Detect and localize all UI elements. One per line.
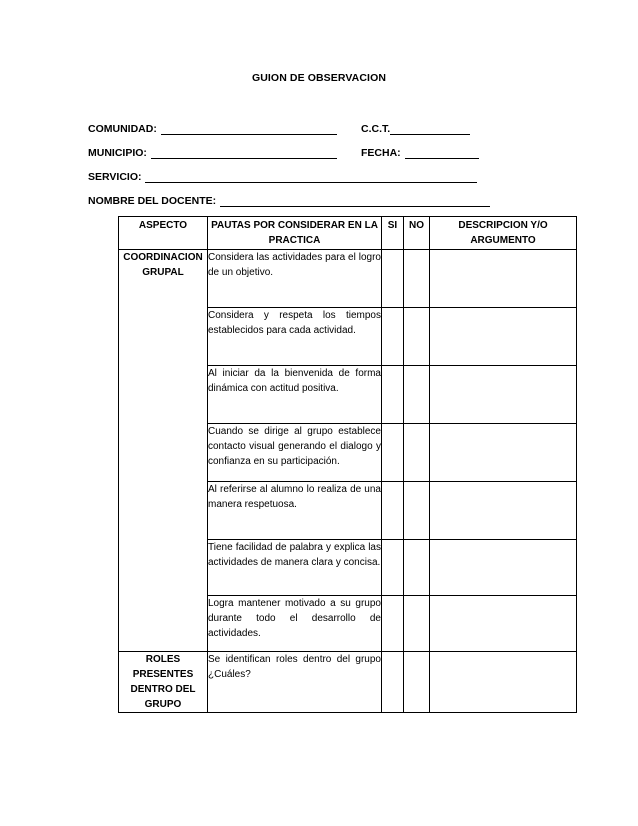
page-title: GUION DE OBSERVACION xyxy=(251,72,387,84)
cct-field xyxy=(361,122,470,135)
si-cell[interactable] xyxy=(382,424,404,482)
pauta-cell: Tiene facilidad de palabra y explica las actividades de manera clara y concisa. xyxy=(208,540,382,596)
municipio-field xyxy=(88,146,337,159)
no-cell[interactable] xyxy=(404,540,430,596)
pauta-cell: Logra mantener motivado a su grupo durante todo el desarrollo de actividades. xyxy=(208,596,382,652)
si-cell[interactable] xyxy=(382,652,404,713)
pauta-cell: Cuando se dirige al grupo establece contacto visual generando el dialogo y confianza en su participación. xyxy=(208,424,382,482)
header-pautas: PAUTAS POR CONSIDERAR EN LA PRACTICA xyxy=(208,217,382,250)
header-descripcion: DESCRIPCION Y/O ARGUMENTO xyxy=(430,217,577,250)
municipio-label: MUNICIPIO: xyxy=(88,147,147,159)
si-cell[interactable] xyxy=(382,540,404,596)
servicio-field xyxy=(88,170,477,183)
servicio-input-line[interactable] xyxy=(145,170,477,183)
si-cell[interactable] xyxy=(382,482,404,540)
docente-input-line[interactable] xyxy=(220,194,490,207)
no-cell[interactable] xyxy=(404,308,430,366)
fecha-field xyxy=(361,146,479,159)
table-row xyxy=(119,250,577,308)
cct-label: C.C.T. xyxy=(361,123,391,135)
no-cell[interactable] xyxy=(404,366,430,424)
municipio-input-line[interactable] xyxy=(151,146,337,159)
header-no: NO xyxy=(404,217,430,250)
no-cell[interactable] xyxy=(404,424,430,482)
si-cell[interactable] xyxy=(382,366,404,424)
descripcion-cell[interactable] xyxy=(430,596,577,652)
comunidad-field xyxy=(88,122,337,135)
descripcion-cell[interactable] xyxy=(430,366,577,424)
comunidad-label: COMUNIDAD: xyxy=(88,123,157,135)
pauta-cell: Considera y respeta los tiempos establecidos para cada actividad. xyxy=(208,308,382,366)
table-row xyxy=(119,652,577,713)
no-cell[interactable] xyxy=(404,652,430,713)
comunidad-input-line[interactable] xyxy=(161,122,337,135)
pauta-cell: Al iniciar da la bienvenida de forma dinámica con actitud positiva. xyxy=(208,366,382,424)
pauta-cell: Al referirse al alumno lo realiza de una manera respetuosa. xyxy=(208,482,382,540)
no-cell[interactable] xyxy=(404,482,430,540)
aspect-roles: ROLES PRESENTES DENTRO DEL GRUPO xyxy=(119,652,208,713)
descripcion-cell[interactable] xyxy=(430,308,577,366)
descripcion-cell[interactable] xyxy=(430,540,577,596)
si-cell[interactable] xyxy=(382,596,404,652)
descripcion-cell[interactable] xyxy=(430,652,577,713)
si-cell[interactable] xyxy=(382,308,404,366)
pauta-cell: Se identifican roles dentro del grupo ¿Cuáles? xyxy=(208,652,382,713)
table-header-row xyxy=(119,217,577,250)
descripcion-cell[interactable] xyxy=(430,482,577,540)
si-cell[interactable] xyxy=(382,250,404,308)
cct-input-line[interactable] xyxy=(390,122,470,135)
observation-table xyxy=(118,216,577,713)
docente-label: NOMBRE DEL DOCENTE: xyxy=(88,195,217,207)
docente-field xyxy=(88,194,490,207)
pauta-cell: Considera las actividades para el logro de un objetivo. xyxy=(208,250,382,308)
header-aspecto: ASPECTO xyxy=(119,217,208,250)
servicio-label: SERVICIO: xyxy=(88,171,142,183)
no-cell[interactable] xyxy=(404,596,430,652)
aspect-coordinacion: COORDINACION GRUPAL xyxy=(119,250,208,652)
header-si: SI xyxy=(382,217,404,250)
no-cell[interactable] xyxy=(404,250,430,308)
fecha-label: FECHA: xyxy=(361,147,401,159)
descripcion-cell[interactable] xyxy=(430,424,577,482)
descripcion-cell[interactable] xyxy=(430,250,577,308)
fecha-input-line[interactable] xyxy=(405,146,479,159)
